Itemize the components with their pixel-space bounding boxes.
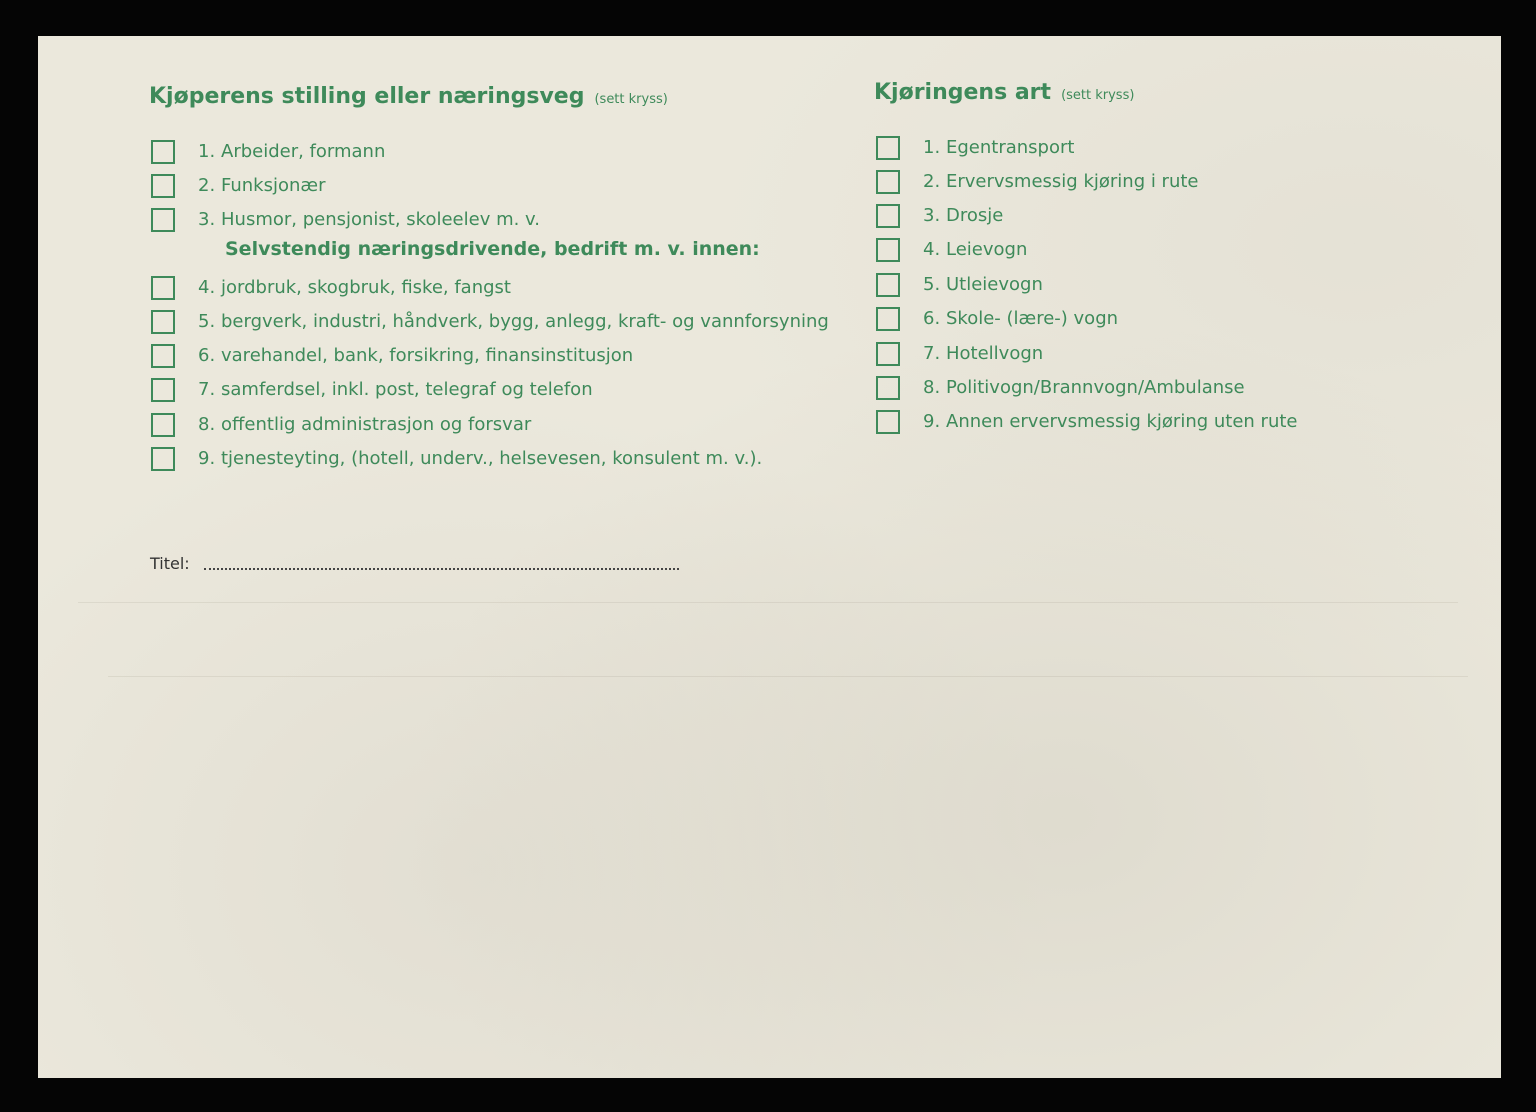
checkbox[interactable] xyxy=(876,238,900,262)
option-number: 6. xyxy=(923,308,941,329)
option-label: offentlig administrasjon og forsvar xyxy=(221,414,532,435)
option-label: varehandel, bank, forsikring, finansinstitusjon xyxy=(221,345,634,366)
option-label: samferdsel, inkl. post, telegraf og telefon xyxy=(221,379,593,400)
option-number: 5. xyxy=(198,311,216,332)
right-section-heading xyxy=(874,80,1134,105)
checkbox[interactable] xyxy=(151,140,175,164)
checkbox[interactable] xyxy=(151,344,175,368)
checkbox[interactable] xyxy=(876,273,900,297)
option-number: 7. xyxy=(198,379,216,400)
titel-input-line[interactable] xyxy=(204,568,679,570)
option-number: 4. xyxy=(198,277,216,298)
option-label: tjenesteyting, (hotell, underv., helsevesen, konsulent m. v.). xyxy=(221,448,763,469)
left-heading-note: (sett kryss) xyxy=(594,92,668,107)
option-label: Skole- (lære-) vogn xyxy=(946,308,1119,329)
checkbox[interactable] xyxy=(151,276,175,300)
option-number: 5. xyxy=(923,274,941,295)
option-number: 1. xyxy=(198,141,216,162)
option-label: Egentransport xyxy=(946,137,1075,158)
divider-line xyxy=(108,676,1468,677)
checkbox[interactable] xyxy=(876,410,900,434)
right-heading-text: Kjøringens art xyxy=(874,80,1052,105)
checkbox[interactable] xyxy=(151,378,175,402)
option-number: 7. xyxy=(923,343,941,364)
checkbox[interactable] xyxy=(876,342,900,366)
option-label: Annen ervervsmessig kjøring uten rute xyxy=(946,411,1298,432)
option-label: Politivogn/Brannvogn/Ambulanse xyxy=(946,377,1245,398)
checkbox[interactable] xyxy=(151,208,175,232)
checkbox[interactable] xyxy=(876,204,900,228)
titel-label: Titel: xyxy=(150,554,190,573)
option-number: 1. xyxy=(923,137,941,158)
option-number: 9. xyxy=(923,411,941,432)
checkbox[interactable] xyxy=(876,170,900,194)
form-sheet xyxy=(38,36,1501,1078)
option-label: Funksjonær xyxy=(221,175,326,196)
option-number: 8. xyxy=(198,414,216,435)
option-label: Arbeider, formann xyxy=(221,141,386,162)
option-number: 8. xyxy=(923,377,941,398)
option-number: 3. xyxy=(198,209,216,230)
option-number: 3. xyxy=(923,205,941,226)
checkbox[interactable] xyxy=(876,136,900,160)
option-number: 2. xyxy=(198,175,216,196)
checkbox[interactable] xyxy=(151,174,175,198)
self-employed-subheading: Selvstendig næringsdrivende, bedrift m. v. innen: xyxy=(225,238,760,260)
left-section-heading xyxy=(149,84,668,109)
checkbox[interactable] xyxy=(151,447,175,471)
checkbox[interactable] xyxy=(151,413,175,437)
option-label: Husmor, pensjonist, skoleelev m. v. xyxy=(221,209,541,230)
checkbox[interactable] xyxy=(151,310,175,334)
right-heading-note: (sett kryss) xyxy=(1061,88,1135,103)
option-label: Ervervsmessig kjøring i rute xyxy=(946,171,1199,192)
option-label: jordbruk, skogbruk, fiske, fangst xyxy=(221,277,511,298)
option-number: 2. xyxy=(923,171,941,192)
option-number: 4. xyxy=(923,239,941,260)
divider-line xyxy=(78,602,1458,603)
option-number: 6. xyxy=(198,345,216,366)
option-label: Leievogn xyxy=(946,239,1028,260)
option-number: 9. xyxy=(198,448,216,469)
checkbox[interactable] xyxy=(876,376,900,400)
option-label: bergverk, industri, håndverk, bygg, anlegg, kraft- og vannforsyning xyxy=(221,311,829,332)
checkbox[interactable] xyxy=(876,307,900,331)
left-heading-text: Kjøperens stilling eller næringsveg xyxy=(149,84,585,109)
option-label: Hotellvogn xyxy=(946,343,1044,364)
option-label: Drosje xyxy=(946,205,1004,226)
option-label: Utleievogn xyxy=(946,274,1043,295)
